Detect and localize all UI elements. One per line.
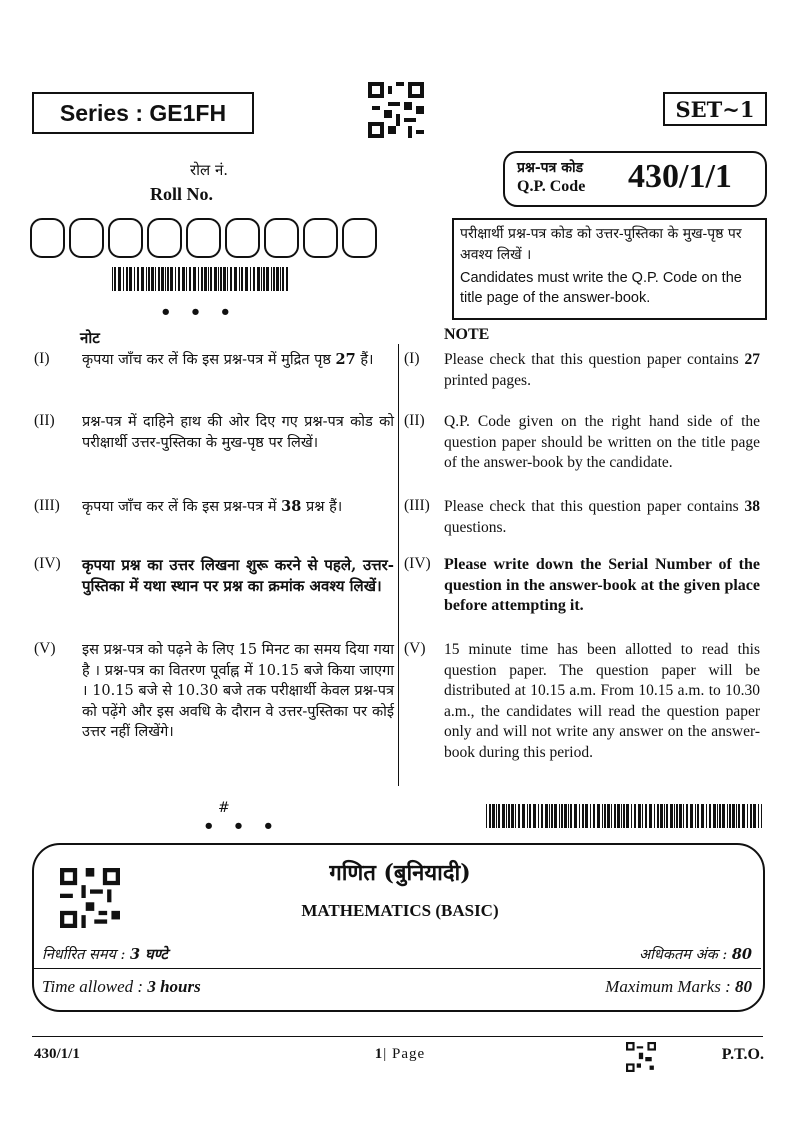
footer-rule [32,1036,763,1037]
roll-label-hindi: रोल नं. [190,161,229,179]
maximum-marks-english: Maximum Marks : 80 [605,977,752,996]
note-number: (I) [34,350,50,367]
barcode-icon [112,267,288,291]
subject-title-english: MATHEMATICS (BASIC) [301,901,499,920]
roll-number-boxes [30,218,381,258]
subject-separator [32,968,761,969]
roll-digit-box[interactable] [186,218,221,258]
note-heading-hindi: नोट [80,329,100,347]
maximum-marks-hindi: अधिकतम अंक : 80 [639,946,752,963]
time-allowed-english: Time allowed : 3 hours [42,977,201,996]
qp-code-label-english: Q.P. Code [517,178,586,195]
qr-code-icon [368,82,424,138]
note-text-english: Please write down the Serial Number of the question in the answer-book at the given place before attempting it. [444,556,760,614]
note-text-hindi: कृपया प्रश्न का उत्तर लिखना शुरू करने से पहले, उत्तर-पुस्तिका में यथा स्थान पर प्रश्न का क्रमांक अवश्य लिखें। [82,556,394,595]
footer-qp-code: 430/1/1 [34,1046,80,1062]
page-number: 1| Page [374,1046,426,1062]
note-text-hindi: कृपया जाँच कर लें कि इस प्रश्न-पत्र में 38 प्रश्न हैं। [82,498,343,515]
note-text-hindi: कृपया जाँच कर लें कि इस प्रश्न-पत्र में मुद्रित पृष्ठ 27 हैं। [82,351,374,368]
roll-digit-box[interactable] [30,218,65,258]
note-number: (V) [34,640,56,657]
qp-code-value: 430/1/1 [628,158,732,195]
roll-digit-box[interactable] [225,218,260,258]
roll-digit-box[interactable] [108,218,143,258]
note-text-english: Please check that this question paper contains 38 questions. [444,498,760,536]
please-turn-over: P.T.O. [721,1046,764,1063]
hash-mark: # [218,800,230,816]
column-divider [398,344,399,786]
note-number: (V) [404,640,426,657]
roll-label-english: Roll No. [150,184,213,204]
dots-divider: • • • [160,302,238,323]
candidate-instruction-english: Candidates must write the Q.P. Code on the title page of the answer-book. [460,270,742,306]
set-label: SET~1 [663,92,767,126]
note-number: (II) [404,412,425,429]
roll-digit-box[interactable] [69,218,104,258]
note-number: (III) [34,497,60,514]
note-text-hindi: प्रश्न-पत्र में दाहिने हाथ की ओर दिए गए प्रश्न-पत्र कोड को परीक्षार्थी उत्तर-पुस्तिका के मुख-पृष्ठ पर लिखें। [82,414,394,451]
subject-title-hindi: गणित (बुनियादी) [329,860,471,886]
roll-digit-box[interactable] [147,218,182,258]
note-heading-english: NOTE [444,326,490,343]
note-text-english: 15 minute time has been allotted to read this question paper. The question paper will be distributed at 10.15 a.m. From 10.15 a.m. to 10.30 a.m., the candidates will read the question paper only and will not write any answer on the answer-book during this period. [444,641,760,761]
time-allowed-hindi: निर्धारित समय : 3 घण्टे [42,946,168,963]
note-number: (I) [404,350,420,367]
series-label: Series : GE1FH [32,92,254,134]
note-number: (IV) [34,555,61,572]
qp-code-label-hindi: प्रश्न-पत्र कोड [517,160,584,176]
note-number: (II) [34,412,55,429]
qr-code-icon [626,1042,656,1072]
candidate-instruction-hindi: परीक्षार्थी प्रश्न-पत्र कोड को उत्तर-पुस्तिका के मुख-पृष्ठ पर अवश्य लिखें । [460,226,742,263]
roll-digit-box[interactable] [264,218,299,258]
note-number: (III) [404,497,430,514]
note-text-english: Q.P. Code given on the right hand side of the question paper should be written on the title page of the answer-book by the candidate. [444,413,760,471]
note-text-hindi: इस प्रश्न-पत्र को पढ़ने के लिए 15 मिनट का समय दिया गया है । प्रश्न-पत्र का वितरण पूर्वाह्न में 10.15 बजे किया जाएगा । 10.15 बजे से 10.30 बजे तक परीक्षार्थी केवल प्रश्न-पत्र को पढ़ेंगे और इस अवधि के दौरान वे उत्तर-पुस्तिका पर कोई उत्तर नहीं लिखेंगे। [82,642,394,740]
note-text-english: Please check that this question paper contains 27 printed pages. [444,351,760,389]
roll-digit-box[interactable] [342,218,377,258]
roll-digit-box[interactable] [303,218,338,258]
dots-divider: • • • [203,816,281,837]
barcode-icon [486,804,762,828]
note-number: (IV) [404,555,431,572]
